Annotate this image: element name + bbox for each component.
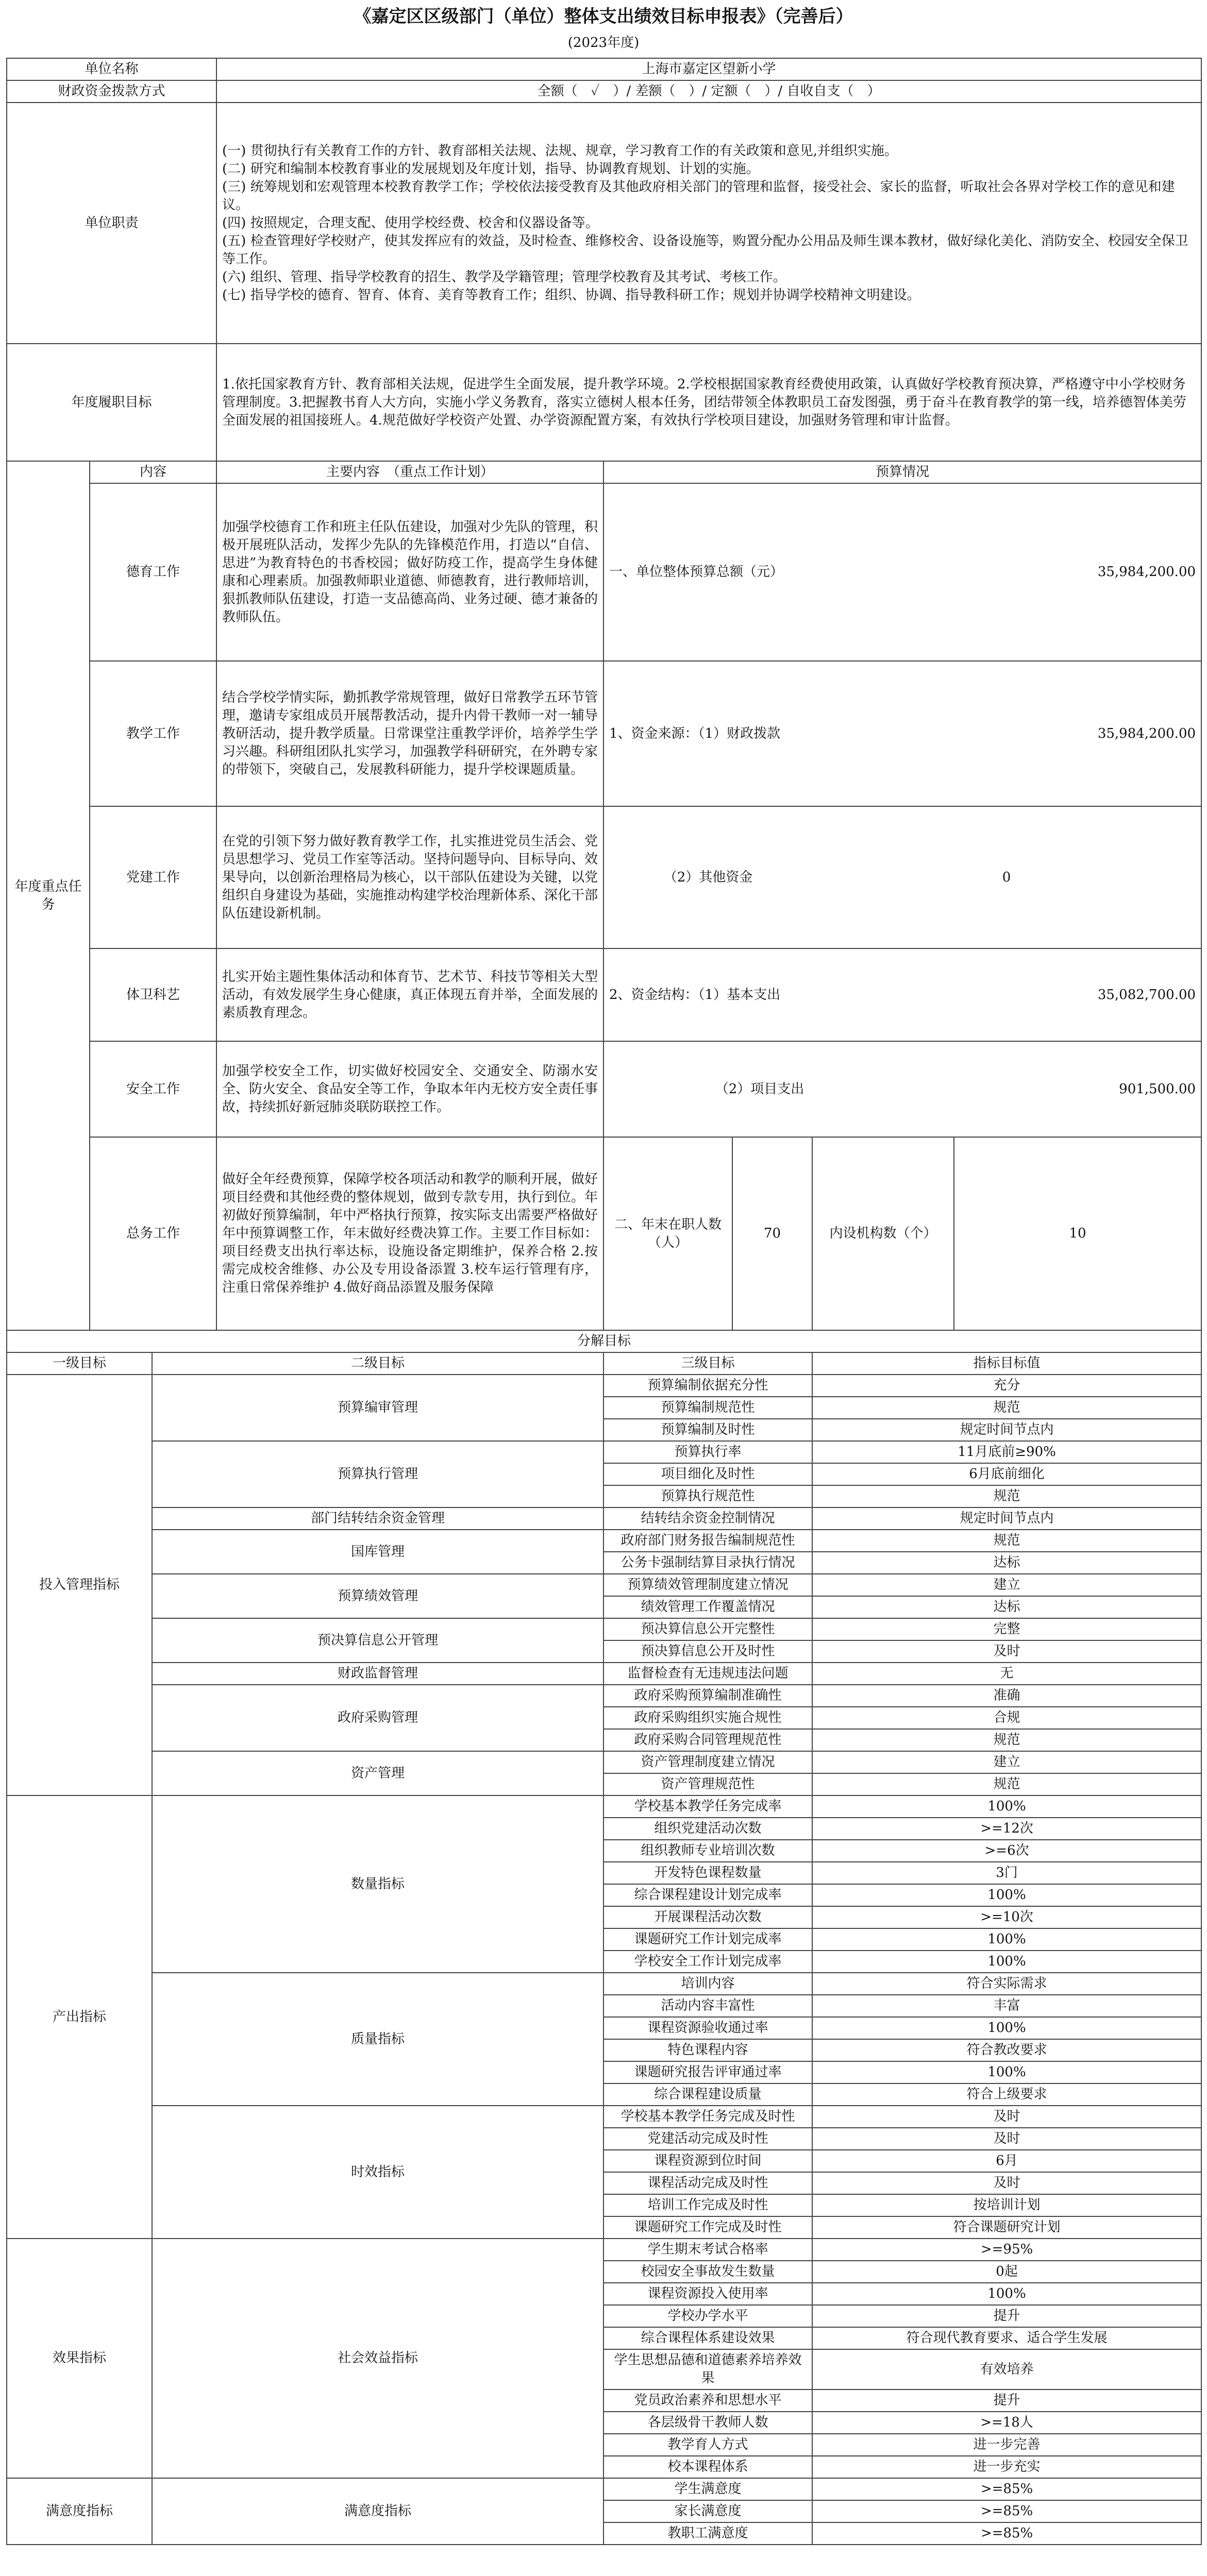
indicator-row (7, 1618, 1201, 1640)
level3-target: 学校办学水平 (604, 2305, 812, 2327)
budget-source-label: 1、资金来源：（1）财政拨款 (604, 661, 915, 806)
target-value: 6月 (812, 2150, 1201, 2172)
target-value: 规范 (812, 1729, 1201, 1751)
indicator-row (7, 1751, 1201, 1773)
level3-target: 综合课程体系建设效果 (604, 2327, 812, 2349)
level3-target: 预决算信息公开完整性 (604, 1618, 812, 1640)
duty-line: (一) 贯彻执行有关教育工作的方针、教育部相关法规、法规、规章，学习教育工作的有关政策和意见,并组织实施。 (222, 143, 898, 159)
target-value: 符合现代教育要求、适合学生发展 (812, 2327, 1201, 2349)
task-text: 扎实开始主题性集体活动和体育节、艺术节、科技节等相关大型活动，有效发展学生身心健康，真正体现五育并举，全面发展的素质教育理念。 (216, 948, 604, 1041)
duty-line: (四) 按照规定，合理支配、使用学校经费、校舍和仪器设备等。 (222, 215, 599, 231)
level3-target: 各层级骨干教师人数 (604, 2412, 812, 2434)
target-value: 100% (812, 1928, 1201, 1951)
staff-count-value: 70 (732, 1137, 812, 1330)
target-value: 100% (812, 2017, 1201, 2039)
task-text: 加强学校德育工作和班主任队伍建设，加强对少先队的管理，积极开展班队活动，发挥少先队的先锋模范作用，打造以“自信、思进”为教育特色的书香校园；做好防疫工作，提高学生身体健康和心理素质。加强教师职业道德、师德教育，进行教师培训，狠抓教师队伍建设，打造一支品德高尚、业务过硬、德才兼备的教师队伍。 (216, 483, 604, 661)
level3-target: 预算编制规范性 (604, 1397, 812, 1419)
target-value: >=85% (812, 2478, 1201, 2500)
indicator-row (7, 1530, 1201, 1552)
target-value: 进一步完善 (812, 2434, 1201, 2456)
duty-line: (七) 指导学校的德育、智育、体育、美育等教育工作；组织、协调、指导教科研工作；规划并协调学校精神文明建设。 (222, 287, 920, 303)
target-value: 充分 (812, 1375, 1201, 1397)
level3-target: 项目细化及时性 (604, 1463, 812, 1485)
target-value: >=6次 (812, 1840, 1201, 1862)
target-value: 规范 (812, 1397, 1201, 1419)
budget-project-label: （2）项目支出 (604, 1041, 915, 1137)
budget-structure-value: 35,082,700.00 (915, 948, 1201, 1041)
target-value: 100% (812, 1795, 1201, 1818)
level3-target: 课程资源投入使用率 (604, 2283, 812, 2305)
target-value: 符合上级要求 (812, 2083, 1201, 2106)
target-value: 达标 (812, 1596, 1201, 1618)
task-name: 教学工作 (90, 661, 216, 806)
task-name: 安全工作 (90, 1041, 216, 1137)
target-value: 提升 (812, 2389, 1201, 2412)
indicator-row (7, 2106, 1201, 2128)
target-value: 100% (812, 2061, 1201, 2083)
org-count-label: 内设机构数（个） (812, 1137, 954, 1330)
target-value: 准确 (812, 1685, 1201, 1707)
target-value-header: 指标目标值 (812, 1352, 1201, 1375)
tasks-label: 年度重点任务 (7, 461, 90, 1330)
budget-project-value: 901,500.00 (915, 1041, 1201, 1137)
level3-target: 学校基本教学任务完成及时性 (604, 2106, 812, 2128)
target-value: 建立 (812, 1751, 1201, 1773)
level3-target: 综合课程建设质量 (604, 2083, 812, 2106)
level2-target: 数量指标 (152, 1795, 604, 1973)
level3-target: 校本课程体系 (604, 2456, 812, 2478)
level3-target: 公务卡强制结算目录执行情况 (604, 1552, 812, 1574)
indicator-row (7, 1507, 1201, 1530)
tasks-content-header: 内容 (90, 461, 216, 483)
task-text: 加强学校安全工作，切实做好校园安全、交通安全、防溺水安全、防火安全、食品安全等工作，争取本年内无校方安全责任事故，持续抓好新冠肺炎联防联控工作。 (216, 1041, 604, 1137)
level3-target: 培训工作完成及时性 (604, 2194, 812, 2216)
duty-line: (六) 组织、管理、指导学校教育的招生、教学及学籍管理；管理学校教育及其考试、考核工作。 (222, 269, 786, 285)
indicator-row (7, 1574, 1201, 1596)
level3-target: 课程活动完成及时性 (604, 2172, 812, 2194)
target-value: >=85% (812, 2500, 1201, 2522)
indicator-row (7, 1973, 1201, 1995)
target-value: 规范 (812, 1530, 1201, 1552)
duties-text (216, 103, 1201, 344)
level3-target: 开发特色课程数量 (604, 1862, 812, 1884)
annual-goal-label: 年度履职目标 (7, 344, 216, 461)
org-count-value: 10 (954, 1137, 1201, 1330)
task-text: 做好全年经费预算，保障学校各项活动和教学的顺利开展，做好项目经费和其他经费的整体规划，做到专款专用，执行到位。年初做好预算编制，年中严格执行预算，按实际支出需要严格做好年中预算调整工作，年末做好经费决算工作。主要工作目标如：项目经费支出执行率达标，设施设备定期维护，保养合格 2.按需完成校舍维修、办公及专用设备添置 3.校车运行管理有序，注重日常保养维护 4.做好商品添置及服务保障 (216, 1137, 604, 1330)
level3-target: 政府采购预算编制准确性 (604, 1685, 812, 1707)
indicator-row (7, 2239, 1201, 2261)
level2-target: 预算执行管理 (152, 1441, 604, 1507)
staff-count-label: 二、年末在职人数（人） (604, 1137, 732, 1330)
level3-target: 家长满意度 (604, 2500, 812, 2522)
level3-target: 结转结余资金控制情况 (604, 1507, 812, 1530)
indicator-row (7, 1441, 1201, 1463)
budget-structure-label: 2、资金结构：（1）基本支出 (604, 948, 915, 1041)
target-value: 及时 (812, 2106, 1201, 2128)
level3-target: 预算执行率 (604, 1441, 812, 1463)
level3-target: 预算执行规范性 (604, 1485, 812, 1507)
level3-header: 三级目标 (604, 1352, 812, 1375)
target-value: 按培训计划 (812, 2194, 1201, 2216)
performance-table (6, 58, 1202, 2545)
duty-line: (二) 研究和编制本校教育事业的发展规划及年度计划，指导、协调教育规划、计划的实施。 (222, 161, 760, 177)
target-value: >=12次 (812, 1818, 1201, 1840)
target-value: 规范 (812, 1773, 1201, 1795)
task-name: 党建工作 (90, 806, 216, 948)
level3-target: 学校安全工作计划完成率 (604, 1951, 812, 1973)
target-value: 无 (812, 1663, 1201, 1685)
target-value: >=85% (812, 2522, 1201, 2545)
level3-target: 学生满意度 (604, 2478, 812, 2500)
level1-target: 效果指标 (7, 2239, 152, 2478)
level3-target: 党建活动完成及时性 (604, 2128, 812, 2150)
level3-target: 教学育人方式 (604, 2434, 812, 2456)
level3-target: 预算编制依据充分性 (604, 1375, 812, 1397)
funding-label: 财政资金拨款方式 (7, 80, 216, 103)
target-value: 100% (812, 2283, 1201, 2305)
level1-header: 一级目标 (7, 1352, 152, 1375)
budget-other-label: （2）其他资金 (604, 806, 812, 948)
level3-target: 政府采购组织实施合规性 (604, 1707, 812, 1729)
page-title: 《嘉定区区级部门（单位）整体支出绩效目标申报表》（完善后） (354, 6, 853, 27)
level2-target: 国库管理 (152, 1530, 604, 1574)
target-value: 及时 (812, 1640, 1201, 1663)
level2-target: 资产管理 (152, 1751, 604, 1795)
level3-target: 政府部门财务报告编制规范性 (604, 1530, 812, 1552)
level3-target: 预决算信息公开及时性 (604, 1640, 812, 1663)
target-value: 有效培养 (812, 2349, 1201, 2389)
target-value: 6月底前细化 (812, 1463, 1201, 1485)
target-value: 3门 (812, 1862, 1201, 1884)
level2-target: 预算编审管理 (152, 1375, 604, 1441)
target-value: 100% (812, 1951, 1201, 1973)
duty-line: (三) 统筹规划和宏观管理本校教育教学工作；学校依法接受教育及其他政府相关部门的管理和监督，接受社会、家长的监督，听取社会各界对学校工作的意见和建议。 (222, 179, 1175, 213)
target-value: 丰富 (812, 1995, 1201, 2017)
target-value: 合规 (812, 1707, 1201, 1729)
target-value: >=18人 (812, 2412, 1201, 2434)
level2-target: 部门结转结余资金管理 (152, 1507, 604, 1530)
year-label: (2023年度) (567, 35, 640, 50)
level2-target: 预决算信息公开管理 (152, 1618, 604, 1663)
indicator-row (7, 1685, 1201, 1707)
indicator-row (7, 1795, 1201, 1818)
level2-target: 财政监督管理 (152, 1663, 604, 1685)
level2-target: 政府采购管理 (152, 1685, 604, 1751)
level1-target: 满意度指标 (7, 2478, 152, 2545)
level3-target: 监督检查有无违规违法问题 (604, 1663, 812, 1685)
level2-target: 社会效益指标 (152, 2239, 604, 2478)
unit-name-value: 上海市嘉定区望新小学 (216, 58, 1201, 80)
target-value: 建立 (812, 1574, 1201, 1596)
target-value: >=95% (812, 2239, 1201, 2261)
target-value: 及时 (812, 2172, 1201, 2194)
level1-target: 产出指标 (7, 1795, 152, 2239)
level3-target: 资产管理制度建立情况 (604, 1751, 812, 1773)
unit-name-label: 单位名称 (7, 58, 216, 80)
funding-value: 全额（ ✓ ）/ 差额（ ）/ 定额（ ）/ 自收自支（ ） (216, 80, 1201, 103)
budget-total-value: 35,984,200.00 (915, 483, 1201, 661)
level3-target: 课题研究工作计划完成率 (604, 1928, 812, 1951)
level3-target: 课题研究工作完成及时性 (604, 2216, 812, 2239)
level2-target: 满意度指标 (152, 2478, 604, 2545)
indicator-row (7, 2478, 1201, 2500)
target-value: 规范 (812, 1485, 1201, 1507)
target-value: 0起 (812, 2261, 1201, 2283)
breakdown-header: 分解目标 (7, 1330, 1201, 1352)
target-value: 符合教改要求 (812, 2039, 1201, 2061)
target-value: >=10次 (812, 1906, 1201, 1928)
target-value: 11月底前≥90% (812, 1441, 1201, 1463)
target-value: 100% (812, 1884, 1201, 1906)
level3-target: 活动内容丰富性 (604, 1995, 812, 2017)
task-name: 德育工作 (90, 483, 216, 661)
level1-target: 投入管理指标 (7, 1375, 152, 1795)
target-value: 进一步充实 (812, 2456, 1201, 2478)
level3-target: 课程资源验收通过率 (604, 2017, 812, 2039)
duty-line: (五) 检查管理好学校财产，使其发挥应有的效益，及时检查、维修校舍、设备设施等，购置分配办公用品及师生课本教材，做好绿化美化、消防安全、校园安全保卫等工作。 (222, 233, 1188, 267)
target-value: 达标 (812, 1552, 1201, 1574)
level3-target: 教职工满意度 (604, 2522, 812, 2545)
level2-header: 二级目标 (152, 1352, 604, 1375)
level3-target: 课题研究报告评审通过率 (604, 2061, 812, 2083)
target-value: 及时 (812, 2128, 1201, 2150)
target-value: 符合实际需求 (812, 1973, 1201, 1995)
level3-target: 组织教师专业培训次数 (604, 1840, 812, 1862)
indicator-row (7, 1663, 1201, 1685)
task-text: 在党的引领下努力做好教育教学工作，扎实推进党员生活会、党员思想学习、党员工作室等活动。坚持问题导向、目标导向、效果导向，以创新治理格局为核心，以干部队伍建设为关键，以党组织自身建设为基础，实施推动构建学校治理新体系、深化干部队伍建设新机制。 (216, 806, 604, 948)
level3-target: 学生期末考试合格率 (604, 2239, 812, 2261)
budget-other-value: 0 (812, 806, 1201, 948)
target-value: 符合课题研究计划 (812, 2216, 1201, 2239)
level2-target: 时效指标 (152, 2106, 604, 2239)
indicator-row (7, 1375, 1201, 1397)
tasks-budget-header: 预算情况 (604, 461, 1201, 483)
duties-label: 单位职责 (7, 103, 216, 344)
level3-target: 政府采购合同管理规范性 (604, 1729, 812, 1751)
budget-source-value: 35,984,200.00 (915, 661, 1201, 806)
task-name: 总务工作 (90, 1137, 216, 1330)
target-value: 规定时间节点内 (812, 1419, 1201, 1441)
level3-target: 开展课程活动次数 (604, 1906, 812, 1928)
level3-target: 绩效管理工作覆盖情况 (604, 1596, 812, 1618)
level3-target: 培训内容 (604, 1973, 812, 1995)
target-value: 规定时间节点内 (812, 1507, 1201, 1530)
level3-target: 资产管理规范性 (604, 1773, 812, 1795)
task-name: 体卫科艺 (90, 948, 216, 1041)
annual-goal-text: 1.依托国家教育方针、教育部相关法规，促进学生全面发展，提升教学环境。2.学校根据国家教育经费使用政策，认真做好学校教育预决算，严格遵守中小学校财务管理制度。3.把握教书育人大方向，实施小学义务教育，落实立德树人根本任务，团结带领全体教职员工奋发图强，勇于奋斗在教育教学的第一线，培养德智体美劳全面发展的祖国接班人。4.规范做好学校资产处置、办学资源配置方案，有效执行学校项目建设，加强财务管理和审计监督。 (216, 344, 1201, 461)
level3-target: 综合课程建设计划完成率 (604, 1884, 812, 1906)
target-value: 提升 (812, 2305, 1201, 2327)
tasks-main-header: 主要内容 （重点工作计划） (216, 461, 604, 483)
level3-target: 预算编制及时性 (604, 1419, 812, 1441)
level3-target: 特色课程内容 (604, 2039, 812, 2061)
level3-target: 党员政治素养和思想水平 (604, 2389, 812, 2412)
target-value: 完整 (812, 1618, 1201, 1640)
level2-target: 预算绩效管理 (152, 1574, 604, 1618)
level3-target: 课程资源到位时间 (604, 2150, 812, 2172)
level2-target: 质量指标 (152, 1973, 604, 2106)
level3-target: 学校基本教学任务完成率 (604, 1795, 812, 1818)
level3-target: 校园安全事故发生数量 (604, 2261, 812, 2283)
budget-total-label: 一、单位整体预算总额（元） (604, 483, 915, 661)
level3-target: 学生思想品德和道德素养培养效果 (604, 2349, 812, 2389)
level3-target: 预算绩效管理制度建立情况 (604, 1574, 812, 1596)
level3-target: 组织党建活动次数 (604, 1818, 812, 1840)
task-text: 结合学校学情实际，勤抓教学常规管理，做好日常教学五环节管理，邀请专家组成员开展帮教活动，提升内骨干教师一对一辅导教研活动，提升教学质量。日常课堂注重教学评价，培养学生学习兴趣。科研组团队扎实学习，加强教学科研研究，在外聘专家的带领下，突破自己，发展教科研能力，提升学校课题质量。 (216, 661, 604, 806)
